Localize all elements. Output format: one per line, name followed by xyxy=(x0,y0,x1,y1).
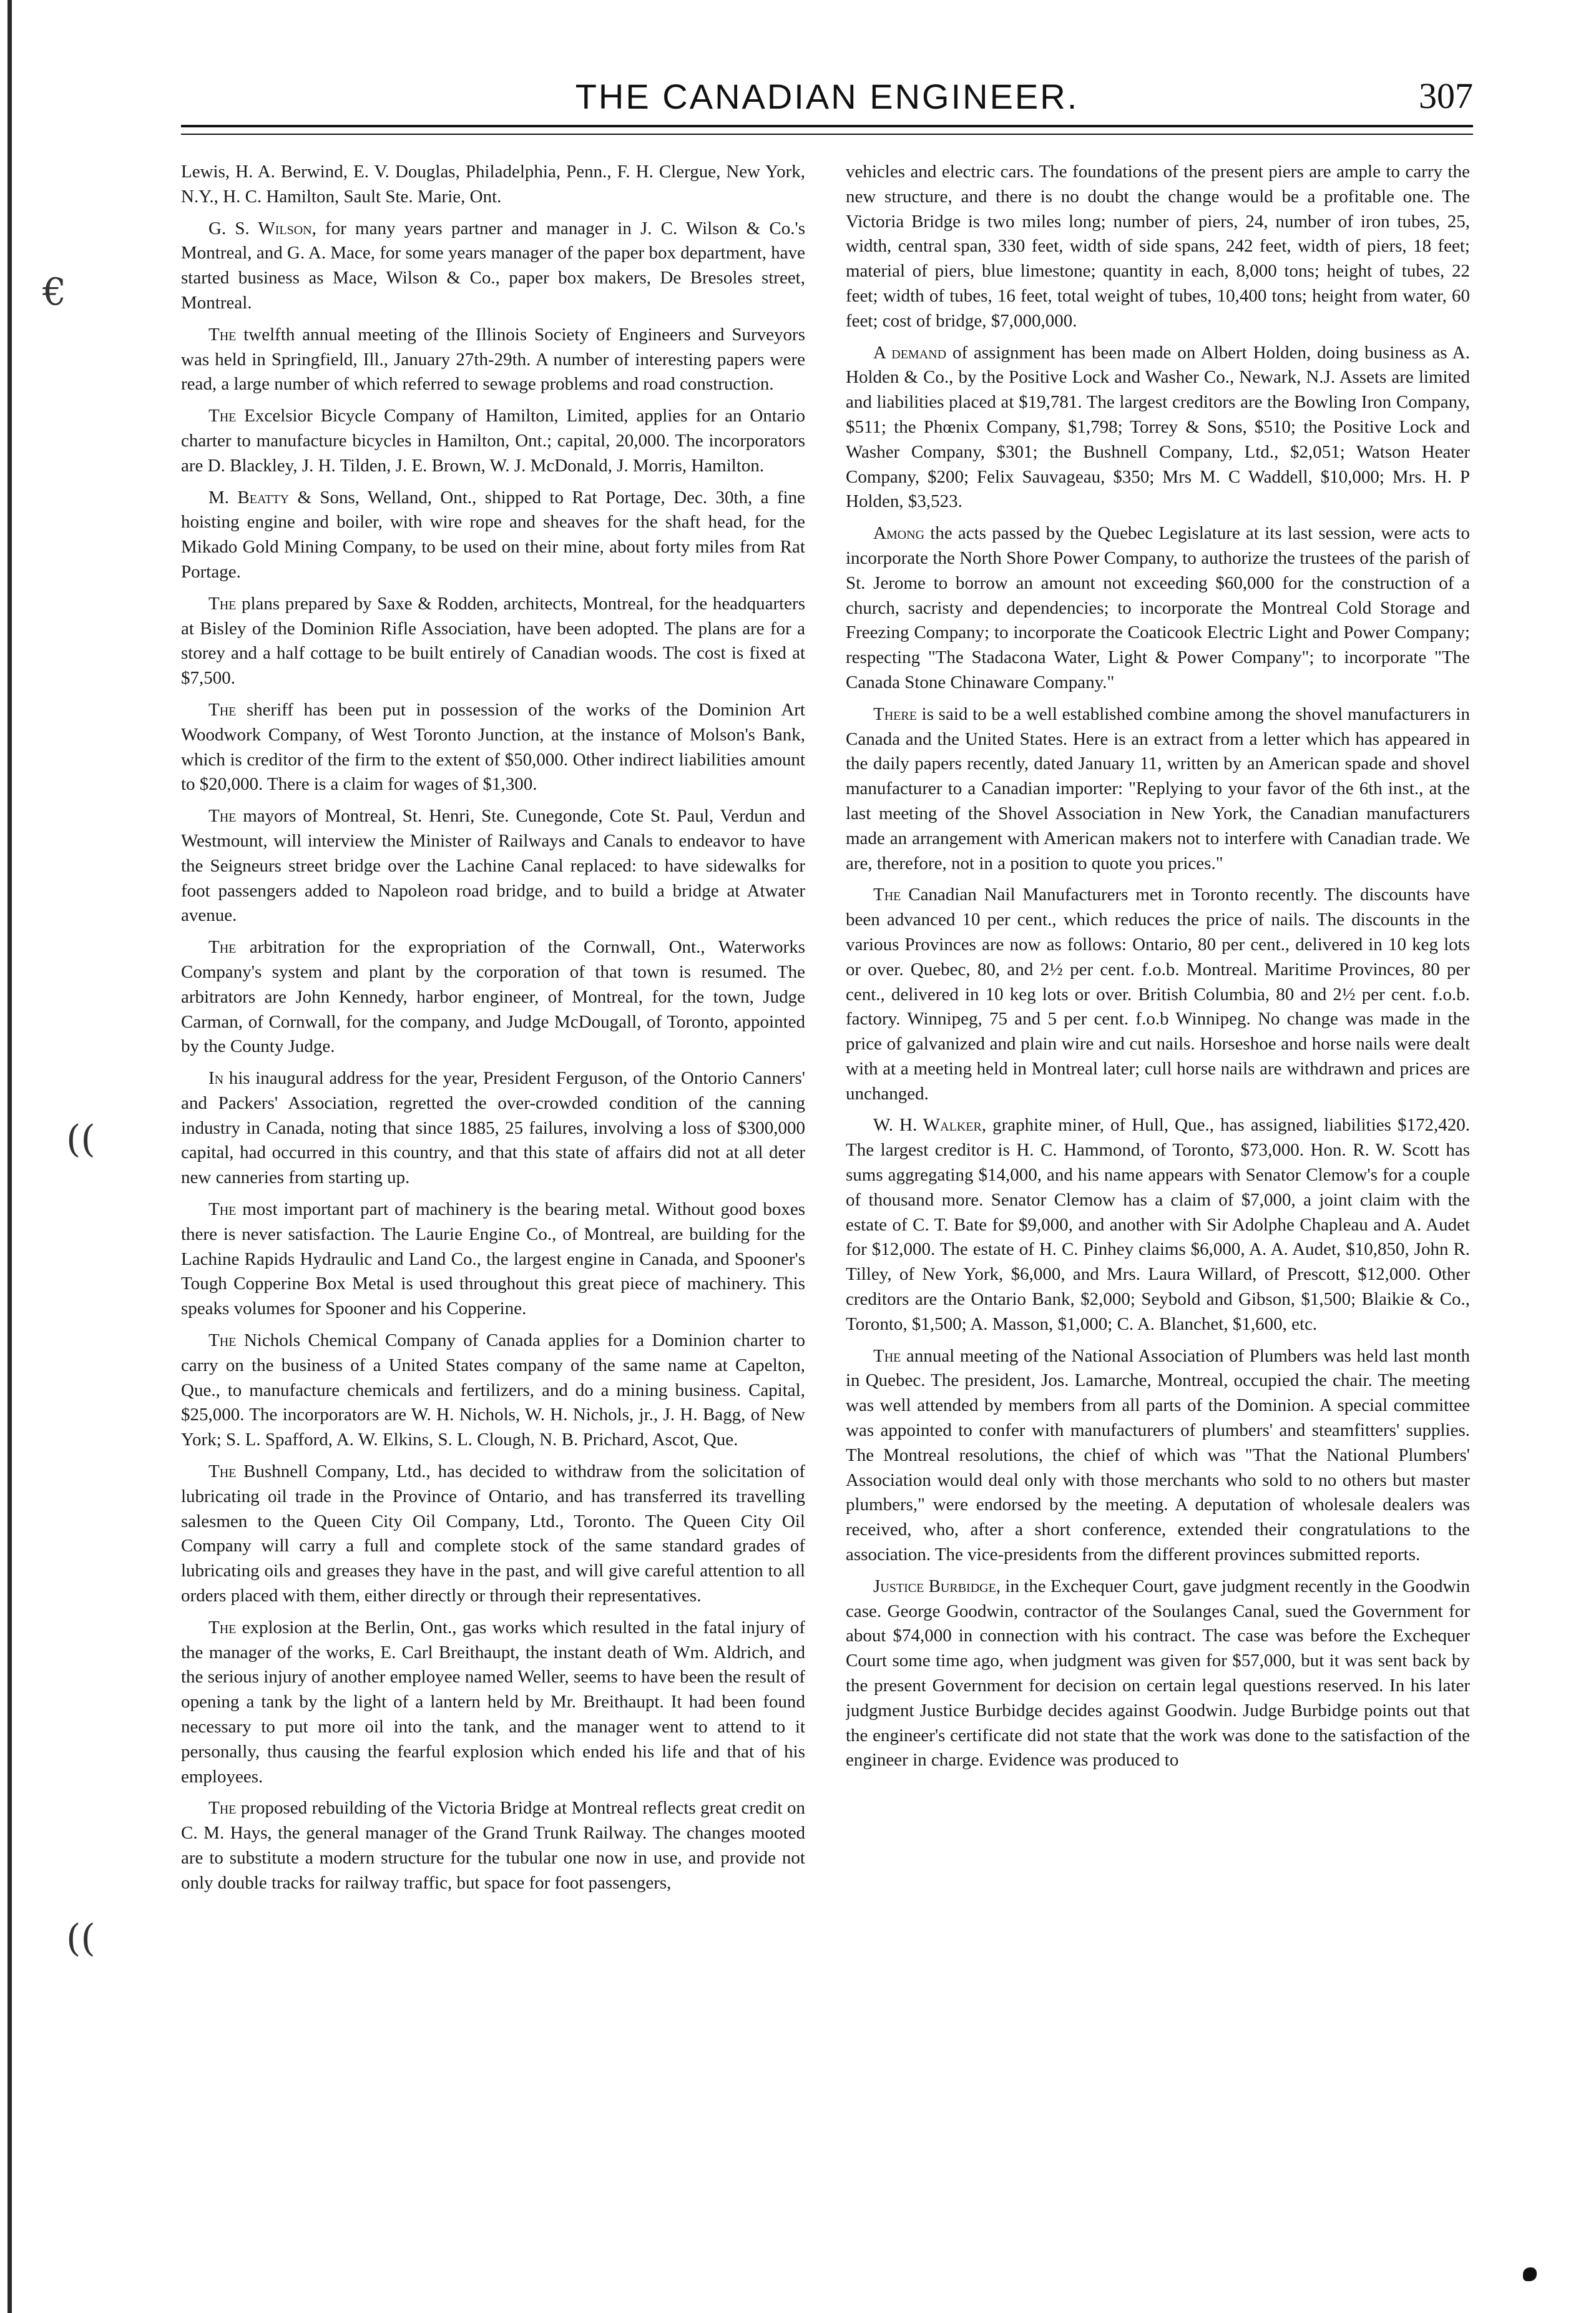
margin-mark-3: (( xyxy=(66,1917,95,1960)
paragraph-text: vehicles and electric cars. The foundations of the present piers are ample to carry the new structure, and there is no doubt the change would be a profitable one. The Victoria Bridge is two miles long; number of piers, 24, number of iron tubes, 25, width, central span, 330 feet, width of side spans, 242 feet, width of piers, 18 feet; material of piers, blue limestone; quantity in each, 8,000 tons; height of tubes, 22 feet; width of tubes, 16 feet, total weight of tubes, 10,400 tons; height from water, 60 feet; cost of bridge, $7,000,000. xyxy=(846,162,1470,331)
journal-title: THE CANADIAN ENGINEER. xyxy=(575,77,1079,116)
paragraph-text: Excelsior Bicycle Company of Hamilton, Limited, applies for an Ontario charter to manufacture bicycles in Hamilton, Ont.; capital, 20,000. The incorporators are D. Blackley, J. H. Tilden, J. E. Brown, W. J. McDonald, J. Morris, Hamilton. xyxy=(181,406,805,476)
paragraph-text: proposed rebuilding of the Victoria Bridge at Montreal reflects great credit on C. M. Hays, the general manager of the Grand Trunk Railway. The changes mooted are to substitute a modern structure for the tubular one now in use, and provide not only double tracks for railway traffic, but space for foot passengers, xyxy=(181,1798,805,1893)
paragraph-lead: The xyxy=(208,1330,237,1351)
article-paragraph xyxy=(846,160,1470,334)
paragraph-text: explosion at the Berlin, Ont., gas works which resulted in the fatal injury of the manager of the works, E. Carl Breithaupt, the instant death of Wm. Aldrich, and the serious injury of another employee named Weller, seems to have been the result of opening a tank by the light of a lantern held by Mr. Breithaupt. It had been found necessary to put more oil into the tank, and the manager went to attend to it personally, thus causing the fearful explosion which ended his life and that of his employees. xyxy=(181,1617,805,1787)
article-paragraph xyxy=(181,404,805,478)
paragraph-lead: The xyxy=(208,593,237,614)
page-header xyxy=(181,74,1473,124)
paragraph-lead: G. S. Wilson, xyxy=(208,218,316,238)
article-paragraph xyxy=(181,1066,805,1191)
paragraph-text: sheriff has been put in possession of the works of the Dominion Art Woodwork Company, of West Toronto Junction, at the instance of Molson's Bank, which is creditor of the firm to the extent of $50,000. Other indirect liabilities amount to $20,000. There is a claim for wages of $1,300. xyxy=(181,699,805,795)
paragraph-lead: Among xyxy=(873,523,925,544)
paragraph-lead: W. H. Walker, xyxy=(873,1115,987,1136)
article-paragraph xyxy=(181,1460,805,1609)
article-paragraph xyxy=(181,698,805,797)
paragraph-text: his inaugural address for the year, President Ferguson, of the Ontorio Canners' and Packers' Association, regretted the over-crowded condition of the canning industry in Canada, noting that since 1885, 25 failures, involving a loss of $300,000 capital, had occurred in this country, and that this state of affairs did not at all deter new canneries from starting up. xyxy=(181,1068,805,1188)
paragraph-text: mayors of Montreal, St. Henri, Ste. Cunegonde, Cote St. Paul, Verdun and Westmount, will interview the Minister of Railways and Canals to endeavor to have the Seigneurs street bridge over the Lachine Canal replaced: to have sidewalks for foot passengers added to Napoleon road bridge, and to build a bridge at Atwater avenue. xyxy=(181,806,805,926)
article-paragraph xyxy=(181,935,805,1059)
article-paragraph xyxy=(181,1616,805,1790)
article-paragraph xyxy=(846,521,1470,695)
paragraph-lead: The xyxy=(208,699,237,720)
paragraph-lead: In xyxy=(208,1068,224,1089)
paragraph-text: Lewis, H. A. Berwind, E. V. Douglas, Philadelphia, Penn., F. H. Clergue, New York, N.Y., H. C. Hamilton, Sault Ste. Marie, Ont. xyxy=(181,162,805,207)
paragraph-lead: The xyxy=(208,1798,237,1819)
article-paragraph xyxy=(181,486,805,585)
paragraph-lead: Justice Burbidge, xyxy=(873,1576,1001,1596)
paragraph-lead: The xyxy=(873,1345,901,1366)
header-rule-thick xyxy=(181,125,1473,127)
paragraph-text: graphite miner, of Hull, Que., has assigned, liabilities $172,420. The largest creditor is H. C. Hammond, of Toronto, $73,000. Hon. R. W. Scott has sums aggregating $14,000, and his name appears with Senator Clemow's for a couple of thousand more. Senator Clemow has a claim of $7,000, a joint claim with the estate of C. T. Bate for $9,000, and another with Sir Adolphe Chapleau and A. Audet for $12,000. The estate of H. C. Pinhey claims $6,000, A. A. Audet, $10,850, John R. Tilley, of New York, $6,000, and Mrs. Laura Willard, of Prescott, $12,000. Other creditors are the Ontario Bank, $2,000; Seybold and Gibson, $1,500; Blaikie & Co., Toronto, $1,500; A. Masson, $1,000; C. A. Blanchet, $1,600, etc. xyxy=(846,1115,1470,1334)
paragraph-lead: The xyxy=(208,1617,237,1638)
paragraph-text: the acts passed by the Quebec Legislature at its last session, were acts to incorporate the North Shore Power Company, to authorize the trustees of the parish of St. Jerome to borrow an amount not exceeding $60,000 for the construction of a church, sacristy and dependencies; to incorporate the Montreal Cold Storage and Freezing Company; to incorporate the Coaticook Electric Light and Power Company; respecting "The Stadacona Water, Light & Power Company"; to incorporate "The Canada Stone Chinaware Company." xyxy=(846,523,1470,692)
paragraph-text: in the Exchequer Court, gave judgment recently in the Goodwin case. George Goodwin, contractor of the Soulanges Canal, sued the Government for about $74,000 in connection with his contract. The case was before the Exchequer Court some time ago, when judgment was given for $57,000, but it was sent back by the present Government for decision on certain legal questions reserved. In his later judgment Justice Burbidge decides against Goodwin. Judge Burbidge points out that the engineer's certificate did not state that the work was done to the satisfaction of the engineer in charge. Evidence was produced to xyxy=(846,1576,1470,1770)
article-paragraph xyxy=(181,323,805,397)
article-paragraph xyxy=(846,702,1470,877)
paragraph-text: most important part of machinery is the bearing metal. Without good boxes there is never satisfaction. The Laurie Engine Co., of Montreal, are building for the Lachine Rapids Hydraulic and Land Co., the largest engine in Canada, and Spooner's Tough Copperine Box Metal is used throughout this great piece of machinery. This speaks volumes for Spooner and his Copperine. xyxy=(181,1199,805,1319)
article-paragraph xyxy=(846,1344,1470,1568)
binding-edge xyxy=(7,0,12,2313)
paragraph-text: Bushnell Company, Ltd., has decided to withdraw from the solicitation of lubricating oil trade in the Province of Ontario, and has transferred its travelling salesmen to the Queen City Oil Company, Ltd., Toronto. The Queen City Oil Company will carry a full and complete stock of the same standard grades of lubricating oils and greases they have in the past, and will give careful attention to all orders placed with them, either directly or through their representatives. xyxy=(181,1461,805,1606)
margin-mark-2: (( xyxy=(66,1117,95,1161)
article-paragraph xyxy=(181,217,805,316)
paragraph-text: twelfth annual meeting of the Illinois Society of Engineers and Surveyors was held in Springfield, Ill., January 27th-29th. A number of interesting papers were read, a large number of which referred to sewage problems and road construction. xyxy=(181,324,805,395)
paragraph-lead: The xyxy=(208,406,237,426)
paragraph-lead: The xyxy=(208,1199,237,1220)
article-paragraph xyxy=(181,1328,805,1453)
paragraph-lead: The xyxy=(208,806,237,827)
page-number: 307 xyxy=(1419,76,1473,116)
article-paragraph xyxy=(846,1113,1470,1337)
header-rule-thin xyxy=(181,134,1473,135)
paragraph-text: Canadian Nail Manufacturers met in Toronto recently. The discounts have been advanced 10 per cent., which reduces the price of nails. The discounts in the various Provinces are now as follows: Ontario, 80 per cent., delivered in 10 keg lots or over. Quebec, 80, and 2½ per cent. f.o.b. Montreal. Maritime Provinces, 80 per cent., delivered in 10 keg lots or over. British Columbia, 80 and 2½ per cent. f.o.b. factory. Winnipeg, 75 and 5 per cent. f.o.b Winnipeg. No change was made in the price of galvanized and plain wire and cut nails. Horseshoe and horse nails were dealt with at a meeting held in Montreal later; cull horse nails are withdrawn and prices are unchanged. xyxy=(846,885,1470,1104)
paragraph-lead: The xyxy=(208,937,237,958)
paragraph-lead: The xyxy=(208,1461,237,1482)
paragraph-text: is said to be a well established combine among the shovel manufacturers in Canada and the United States. Here is an extract from a letter which has appeared in the daily papers recently, dated January 11, written by an American spade and shovel manufacturer to a Canadian importer: "Replying to your favor of the 6th inst., at the last meeting of the Shovel Association in New York, the Canadian manufacturers made an arrangement with American makers not to interfere with Canadian trade. We are, therefore, not in a position to quote you prices." xyxy=(846,704,1470,873)
article-paragraph xyxy=(181,1197,805,1322)
article-paragraph xyxy=(846,883,1470,1106)
paragraph-lead: There xyxy=(873,704,917,724)
paragraph-text: annual meeting of the National Association of Plumbers was held last month in Quebec. The president, Jos. Lamarche, Montreal, occupied the chair. The meeting was well attended by members from all parts of the Dominion. A special committee was appointed to confer with manufacturers of plumbers' and steamfitters' supplies. The Montreal resolutions, the chief of which was "That the National Plumbers' Association would deal only with those merchants who sold to no others but master plumbers," were endorsed by the meeting. A deputation of wholesale dealers was received, who, after a short conference, extended their congratulations to the association. The vice-presidents from the different provinces submitted reports. xyxy=(846,1345,1470,1565)
paragraph-text: & Sons, Welland, Ont., shipped to Rat Portage, Dec. 30th, a fine hoisting engine and boiler, with wire rope and sheaves for the shaft head, for the Mikado Gold Mining Company, to be used on their mine, about forty miles from Rat Portage. xyxy=(181,487,805,582)
article-paragraph xyxy=(846,341,1470,515)
article-paragraph xyxy=(846,1574,1470,1773)
right-column xyxy=(846,160,1470,2276)
article-paragraph xyxy=(181,804,805,928)
paragraph-text: plans prepared by Saxe & Rodden, architects, Montreal, for the headquarters at Bisley of the Dominion Rifle Association, have been adopted. The plans are for a storey and a half cottage to be built entirely of Canadian woods. The cost is fixed at $7,500. xyxy=(181,593,805,689)
ink-blot xyxy=(1523,2267,1537,2281)
paragraph-text: Nichols Chemical Company of Canada applies for a Dominion charter to carry on the business of a United States company of the same name at Capelton, Que., to manufacture chemicals and fertilizers, and do a mining business. Capital, $25,000. The incorporators are W. H. Nichols, W. H. Nichols, jr., J. H. Bagg, of New York; S. L. Spafford, A. W. Elkins, S. L. Clough, N. B. Prichard, Ascot, Que. xyxy=(181,1330,805,1450)
paragraph-lead: A demand xyxy=(873,342,947,363)
article-paragraph xyxy=(181,1796,805,1895)
article-paragraph xyxy=(181,160,805,210)
margin-mark-1: € xyxy=(42,270,67,314)
paragraph-lead: The xyxy=(208,324,237,345)
paragraph-text: of assignment has been made on Albert Holden, doing business as A. Holden & Co., by the Positive Lock and Washer Co., Newark, N.J. Assets are limited and liabilities placed at $19,781. The largest creditors are the Bowling Iron Company, $511; the Phœnix Company, $1,798; Torrey & Sons, $510; the Positive Lock and Washer Company, $301; the Bushnell Company, Ltd., $2,051; Watson Heater Company, $200; Felix Sauvageau, $350; Mrs M. C Waddell, $10,000; Mrs. H. P Holden, $3,523. xyxy=(846,342,1470,512)
paragraph-lead: The xyxy=(873,885,901,905)
paragraph-text: for many years partner and manager in J. C. Wilson & Co.'s Montreal, and G. A. Mace, for some years manager of the paper box department, have started business as Mace, Wilson & Co., paper box makers, De Bresoles street, Montreal. xyxy=(181,218,805,313)
paragraph-lead: M. Beatty xyxy=(208,487,290,508)
paragraph-text: arbitration for the expropriation of the Cornwall, Ont., Waterworks Company's system and plant by the corporation of that town is resumed. The arbitrators are John Kennedy, harbor engineer, of Montreal, for the town, Judge Carman, of Cornwall, for the company, and Judge McDougall, of Toronto, appointed by the County Judge. xyxy=(181,937,805,1057)
article-paragraph xyxy=(181,592,805,691)
left-column xyxy=(181,160,805,2276)
